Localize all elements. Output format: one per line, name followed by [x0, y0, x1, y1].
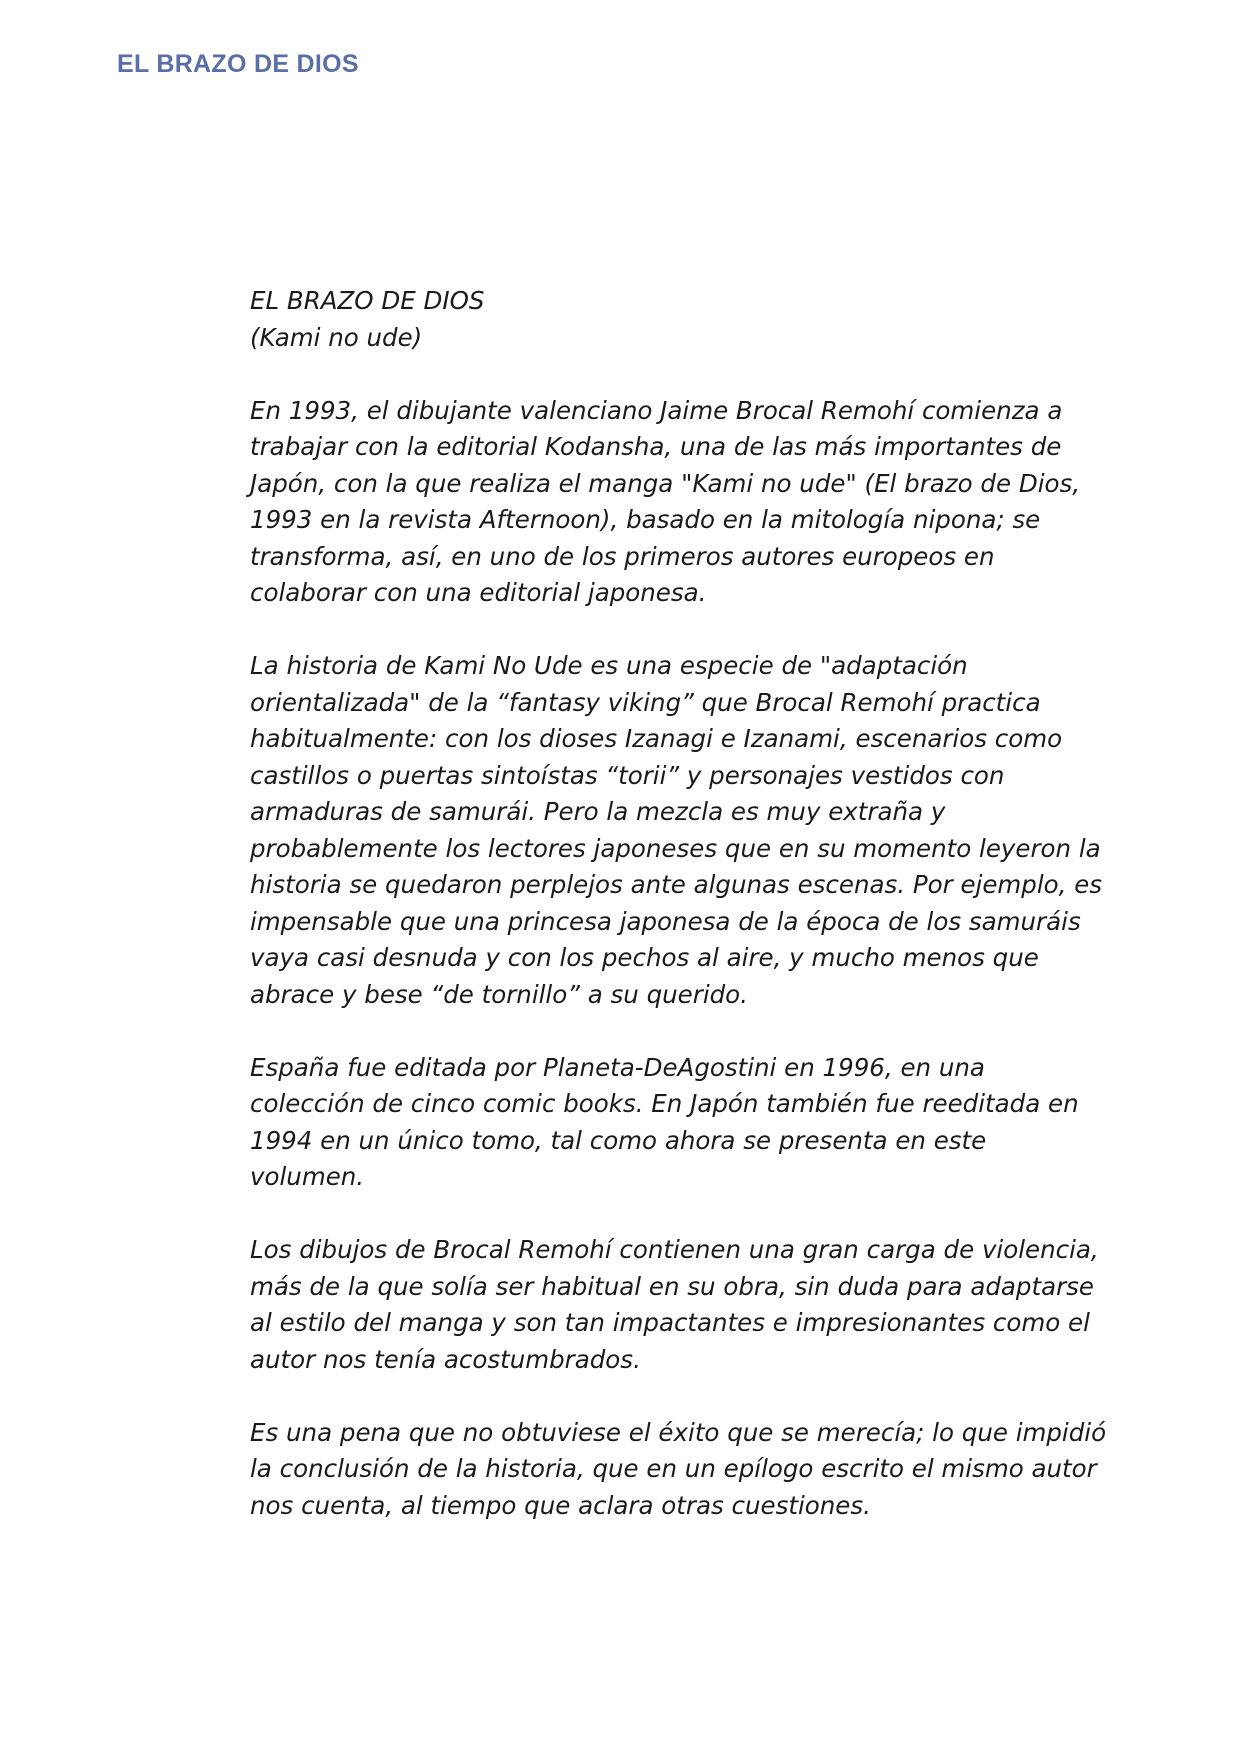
paragraph-line: 1993 en la revista Afternoon), basado en la mitología nipona; se [250, 505, 1041, 534]
paragraph-line: volumen. [250, 1162, 365, 1191]
paragraph-line: En 1993, el dibujante valenciano Jaime Brocal Remohí comienza a [250, 395, 1063, 425]
paragraph-line: colección de cinco comic books. En Japón también fue reeditada en [250, 1089, 1079, 1118]
paragraph-line: Japón, con la que realiza el manga "Kami no ude" (El brazo de Dios, [250, 468, 1081, 498]
paragraph-line: orientalizada" de la “fantasy viking” que Brocal Remohí practica [250, 687, 1041, 717]
paragraph-line: vaya casi desnuda y con los pechos al aire, y mucho menos que [250, 943, 1039, 972]
paragraph-line: transforma, así, en uno de los primeros autores europeos en [250, 541, 995, 571]
paragraph-line: impensable que una princesa japonesa de la época de los samuráis [250, 906, 1081, 936]
paragraph-line: España fue editada por Planeta-DeAgostini en 1996, en una [250, 1052, 985, 1082]
title-block [250, 283, 1130, 356]
paragraph-line: colaborar con una editorial japonesa. [250, 578, 707, 607]
paragraph-5 [250, 1415, 1130, 1525]
paragraph-line: nos cuenta, al tiempo que aclara otras cuestiones. [250, 1490, 871, 1520]
paragraph-line: La historia de Kami No Ude es una especie de "adaptación [250, 651, 968, 680]
paragraph-line: al estilo del manga y son tan impactantes e impresionantes como el [250, 1308, 1090, 1337]
document-title: EL BRAZO DE DIOS [250, 286, 485, 315]
paragraph-line: castillos o puertas sintoístas “torii” y personajes vestidos con [250, 760, 1005, 790]
paragraph-line: 1994 en un único tomo, tal como ahora se presenta en este [250, 1125, 987, 1155]
paragraph-2 [250, 648, 1130, 1013]
paragraph-4 [250, 1232, 1130, 1378]
paragraph-line: armaduras de samurái. Pero la mezcla es muy extraña y [250, 797, 946, 826]
paragraph-line: historia se quedaron perplejos ante algunas escenas. Por ejemplo, es [250, 870, 1103, 899]
paragraph-line: Los dibujos de Brocal Remohí contienen una gran carga de violencia, [250, 1235, 1099, 1264]
paragraph-line: abrace y bese “de tornillo” a su querido. [250, 979, 748, 1009]
paragraph-line: probablemente los lectores japoneses que en su momento leyeron la [250, 833, 1101, 863]
paragraph-line: trabajar con la editorial Kodansha, una de las más importantes de [250, 432, 1062, 461]
paragraph-line: habitualmente: con los dioses Izanagi e Izanami, escenarios como [250, 724, 1063, 753]
paragraph-line: más de la que solía ser habitual en su obra, sin duda para adaptarse [250, 1271, 1094, 1301]
paragraph-line: autor nos tenía acostumbrados. [250, 1344, 641, 1374]
paragraph-line: Es una pena que no obtuviese el éxito que se merecía; lo que impidió [250, 1417, 1107, 1447]
paragraph-line: la conclusión de la historia, que en un epílogo escrito el mismo autor [250, 1454, 1097, 1483]
document-subtitle: (Kami no ude) [250, 322, 423, 352]
paragraph-1 [250, 393, 1130, 612]
running-header-title: EL BRAZO DE DIOS [117, 50, 359, 78]
paragraph-3 [250, 1050, 1130, 1196]
document-body [250, 283, 1130, 1561]
